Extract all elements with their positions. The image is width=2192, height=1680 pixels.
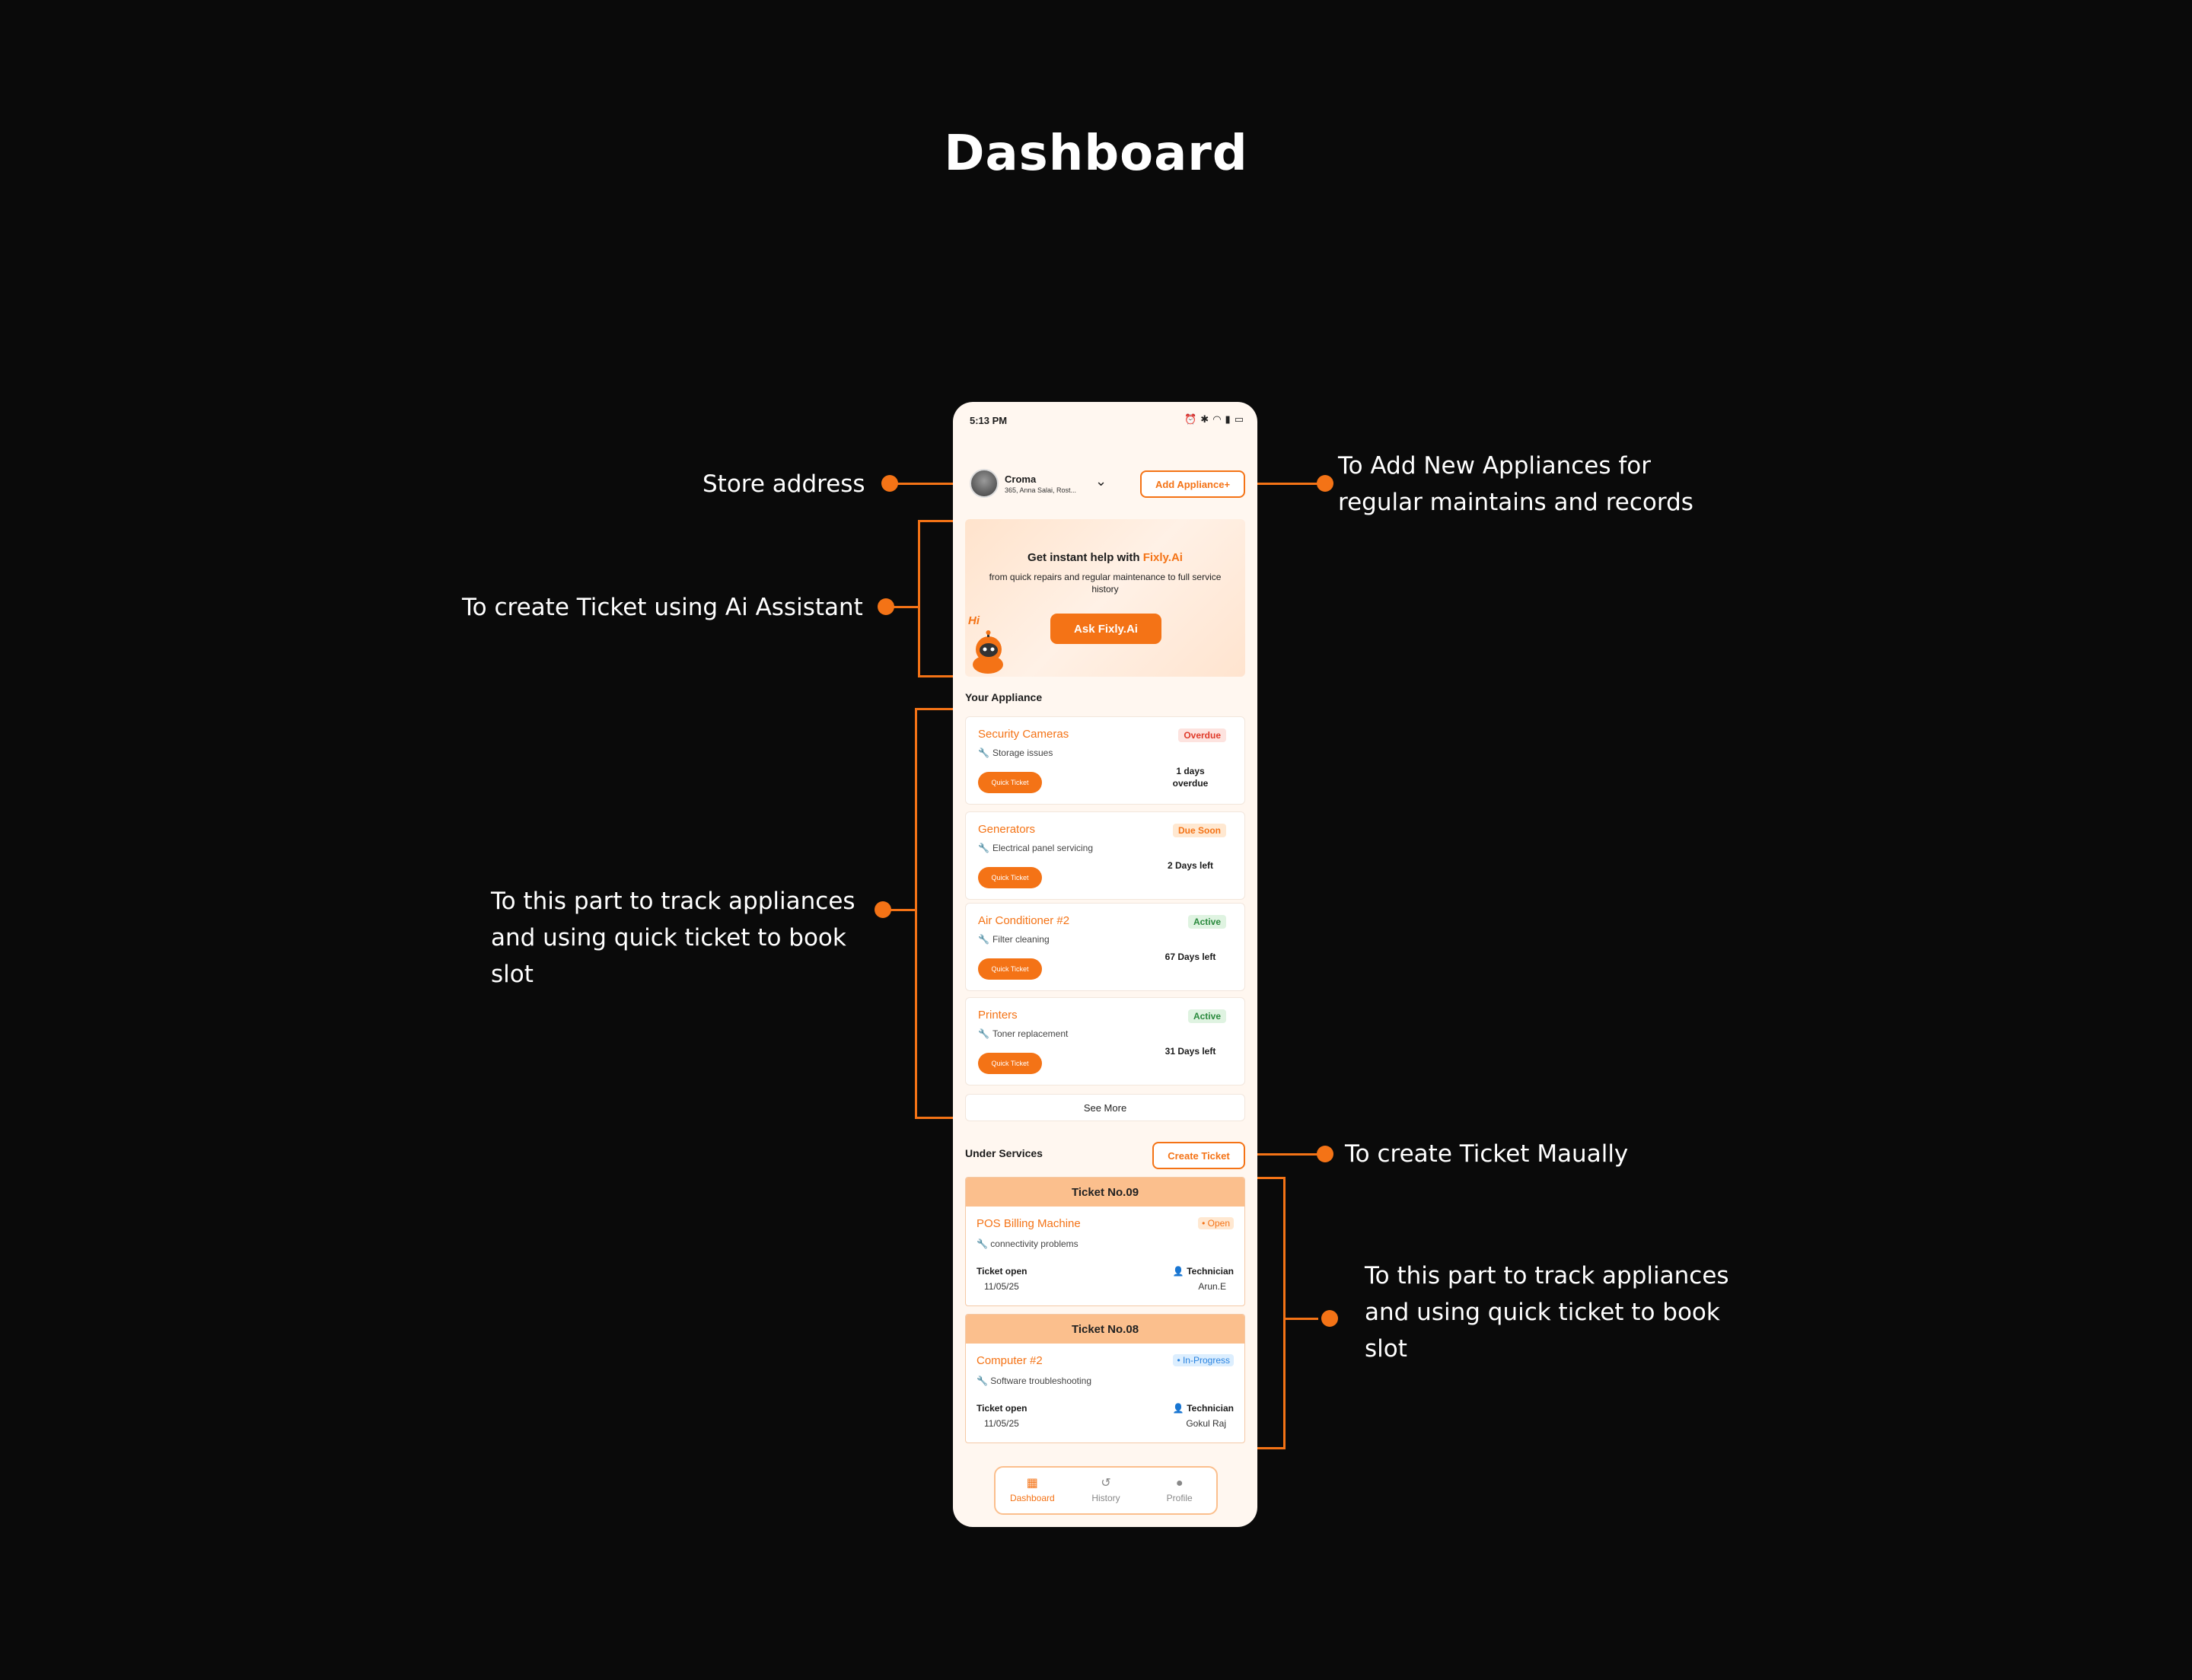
wrench-icon: 🔧 (978, 843, 989, 853)
ticket-number: Ticket No.08 (966, 1315, 1244, 1344)
quick-ticket-button[interactable]: Quick Ticket (978, 867, 1042, 888)
wrench-icon: 🔧 (978, 1028, 989, 1039)
ai-assistant-banner (965, 519, 1245, 677)
robot-icon (968, 630, 1008, 674)
status-badge: Active (1188, 1009, 1226, 1023)
nav-profile[interactable]: ● Profile (1166, 1477, 1193, 1503)
appliance-card[interactable] (965, 716, 1245, 805)
annotation-add-appliance: To Add New Appliances for regular maintains and records (1338, 452, 1693, 516)
wrench-icon: 🔧 (978, 748, 989, 758)
connector-line (1285, 1318, 1318, 1320)
ticket-status-badge: • In-Progress (1173, 1354, 1234, 1366)
hero-title: Get instant help with Fixly.Ai (1028, 551, 1183, 564)
person-icon: 👤 (1172, 1403, 1187, 1414)
battery-icon: ▭ (1234, 413, 1244, 425)
wrench-icon: 🔧 (978, 934, 989, 945)
store-selector[interactable] (970, 469, 1076, 498)
hero-brand: Fixly.Ai (1142, 551, 1183, 564)
status-badge: Due Soon (1173, 824, 1226, 837)
add-appliance-button[interactable]: Add Appliance+ (1140, 470, 1245, 498)
appliance-issue: 🔧 Toner replacement (978, 1028, 1069, 1039)
appliance-card[interactable] (965, 997, 1245, 1085)
status-badge: Active (1188, 915, 1226, 929)
signal-icon: ▮ (1225, 413, 1231, 425)
status-time: 5:13 PM (970, 415, 1008, 426)
days-remaining: 67 Days left (1164, 952, 1216, 962)
person-icon: 👤 (1172, 1266, 1187, 1277)
ticket-issue: 🔧 Software troubleshooting (977, 1376, 1092, 1386)
connector-dot (1317, 1146, 1333, 1162)
page-title: Dashboard (944, 126, 1248, 182)
appliance-name: Generators (978, 823, 1036, 836)
wrench-icon: 🔧 (977, 1238, 991, 1249)
ticket-open-label: Ticket open (977, 1403, 1028, 1414)
phone-screen (953, 402, 1257, 1527)
status-icons (1184, 413, 1244, 426)
ticket-appliance-name: POS Billing Machine (977, 1217, 1081, 1230)
ticket-card[interactable] (965, 1314, 1245, 1443)
days-remaining: 31 Days left (1164, 1046, 1216, 1057)
technician-label: 👤 Technician (1172, 1266, 1234, 1277)
quick-ticket-button[interactable]: Quick Ticket (978, 958, 1042, 980)
dashboard-icon: ▦ (1026, 1477, 1038, 1490)
technician-name: Arun.E (1198, 1281, 1226, 1292)
ticket-issue: 🔧 connectivity problems (977, 1238, 1078, 1249)
bluetooth-icon: ✱ (1200, 413, 1209, 425)
days-remaining: 2 Days left (1167, 860, 1214, 871)
store-name: Croma (1005, 473, 1037, 485)
nav-history[interactable]: ↺ History (1091, 1477, 1120, 1503)
hero-subtitle: from quick repairs and regular maintenance to full service history (989, 572, 1222, 595)
appliance-name: Printers (978, 1009, 1018, 1022)
bot-greeting: Hi (968, 614, 980, 627)
appliance-name: Air Conditioner #2 (978, 914, 1070, 927)
connector-line (886, 606, 919, 608)
create-ticket-button[interactable]: Create Ticket (1152, 1142, 1245, 1169)
annotation-store-address: Store address (703, 470, 865, 498)
wifi-icon: ◠ (1212, 413, 1222, 425)
appliance-issue: 🔧 Filter cleaning (978, 934, 1050, 945)
ticket-open-label: Ticket open (977, 1266, 1028, 1277)
connector-line (883, 909, 916, 911)
quick-ticket-button[interactable]: Quick Ticket (978, 772, 1042, 793)
bracket-line (1283, 1177, 1286, 1449)
alarm-icon: ⏰ (1184, 413, 1197, 425)
bottom-nav (994, 1466, 1218, 1515)
technician-name: Gokul Raj (1186, 1418, 1226, 1429)
profile-icon: ● (1175, 1477, 1184, 1490)
ask-fixly-button[interactable]: Ask Fixly.Ai (1050, 614, 1161, 644)
technician-label: 👤 Technician (1172, 1403, 1234, 1414)
history-icon: ↺ (1101, 1477, 1111, 1490)
annotation-track-appliances: To this part to track appliances and using quick ticket to book slot (491, 888, 855, 988)
annotation-track-tickets: To this part to track appliances and using quick ticket to book slot (1365, 1262, 1729, 1363)
days-remaining: 1 days overdue (1172, 766, 1209, 789)
appliances-title: Your Appliance (965, 691, 1043, 703)
wrench-icon: 🔧 (977, 1376, 991, 1386)
appliance-card[interactable] (965, 811, 1245, 900)
annotation-create-manual: To create Ticket Maually (1345, 1140, 1629, 1168)
ticket-card[interactable] (965, 1177, 1245, 1306)
appliance-issue: 🔧 Electrical panel servicing (978, 843, 1094, 853)
annotation-ai-ticket: To create Ticket using Ai Assistant (462, 594, 863, 621)
connector-dot (1317, 475, 1333, 492)
ticket-status-badge: • Open (1198, 1217, 1234, 1229)
appliance-issue: 🔧 Storage issues (978, 748, 1053, 758)
status-badge: Overdue (1178, 728, 1226, 742)
connector-dot (1321, 1310, 1338, 1327)
ticket-date: 11/05/25 (984, 1281, 1019, 1292)
nav-dashboard[interactable]: ▦ Dashboard (1009, 1477, 1055, 1503)
services-title: Under Services (965, 1147, 1043, 1159)
ticket-appliance-name: Computer #2 (977, 1354, 1043, 1367)
appliance-card[interactable] (965, 903, 1245, 991)
store-address: 365, Anna Salai, Rost... (1005, 486, 1077, 494)
ticket-date: 11/05/25 (984, 1418, 1019, 1429)
appliance-name: Security Cameras (978, 728, 1069, 741)
chevron-down-icon[interactable]: ⌄ (1095, 473, 1107, 489)
ticket-number: Ticket No.09 (966, 1178, 1244, 1207)
quick-ticket-button[interactable]: Quick Ticket (978, 1053, 1042, 1074)
bracket-line (918, 520, 920, 677)
see-more-button[interactable]: See More (965, 1094, 1245, 1121)
store-avatar (970, 469, 999, 498)
connector-dot (881, 475, 898, 492)
bracket-line (915, 708, 917, 1119)
